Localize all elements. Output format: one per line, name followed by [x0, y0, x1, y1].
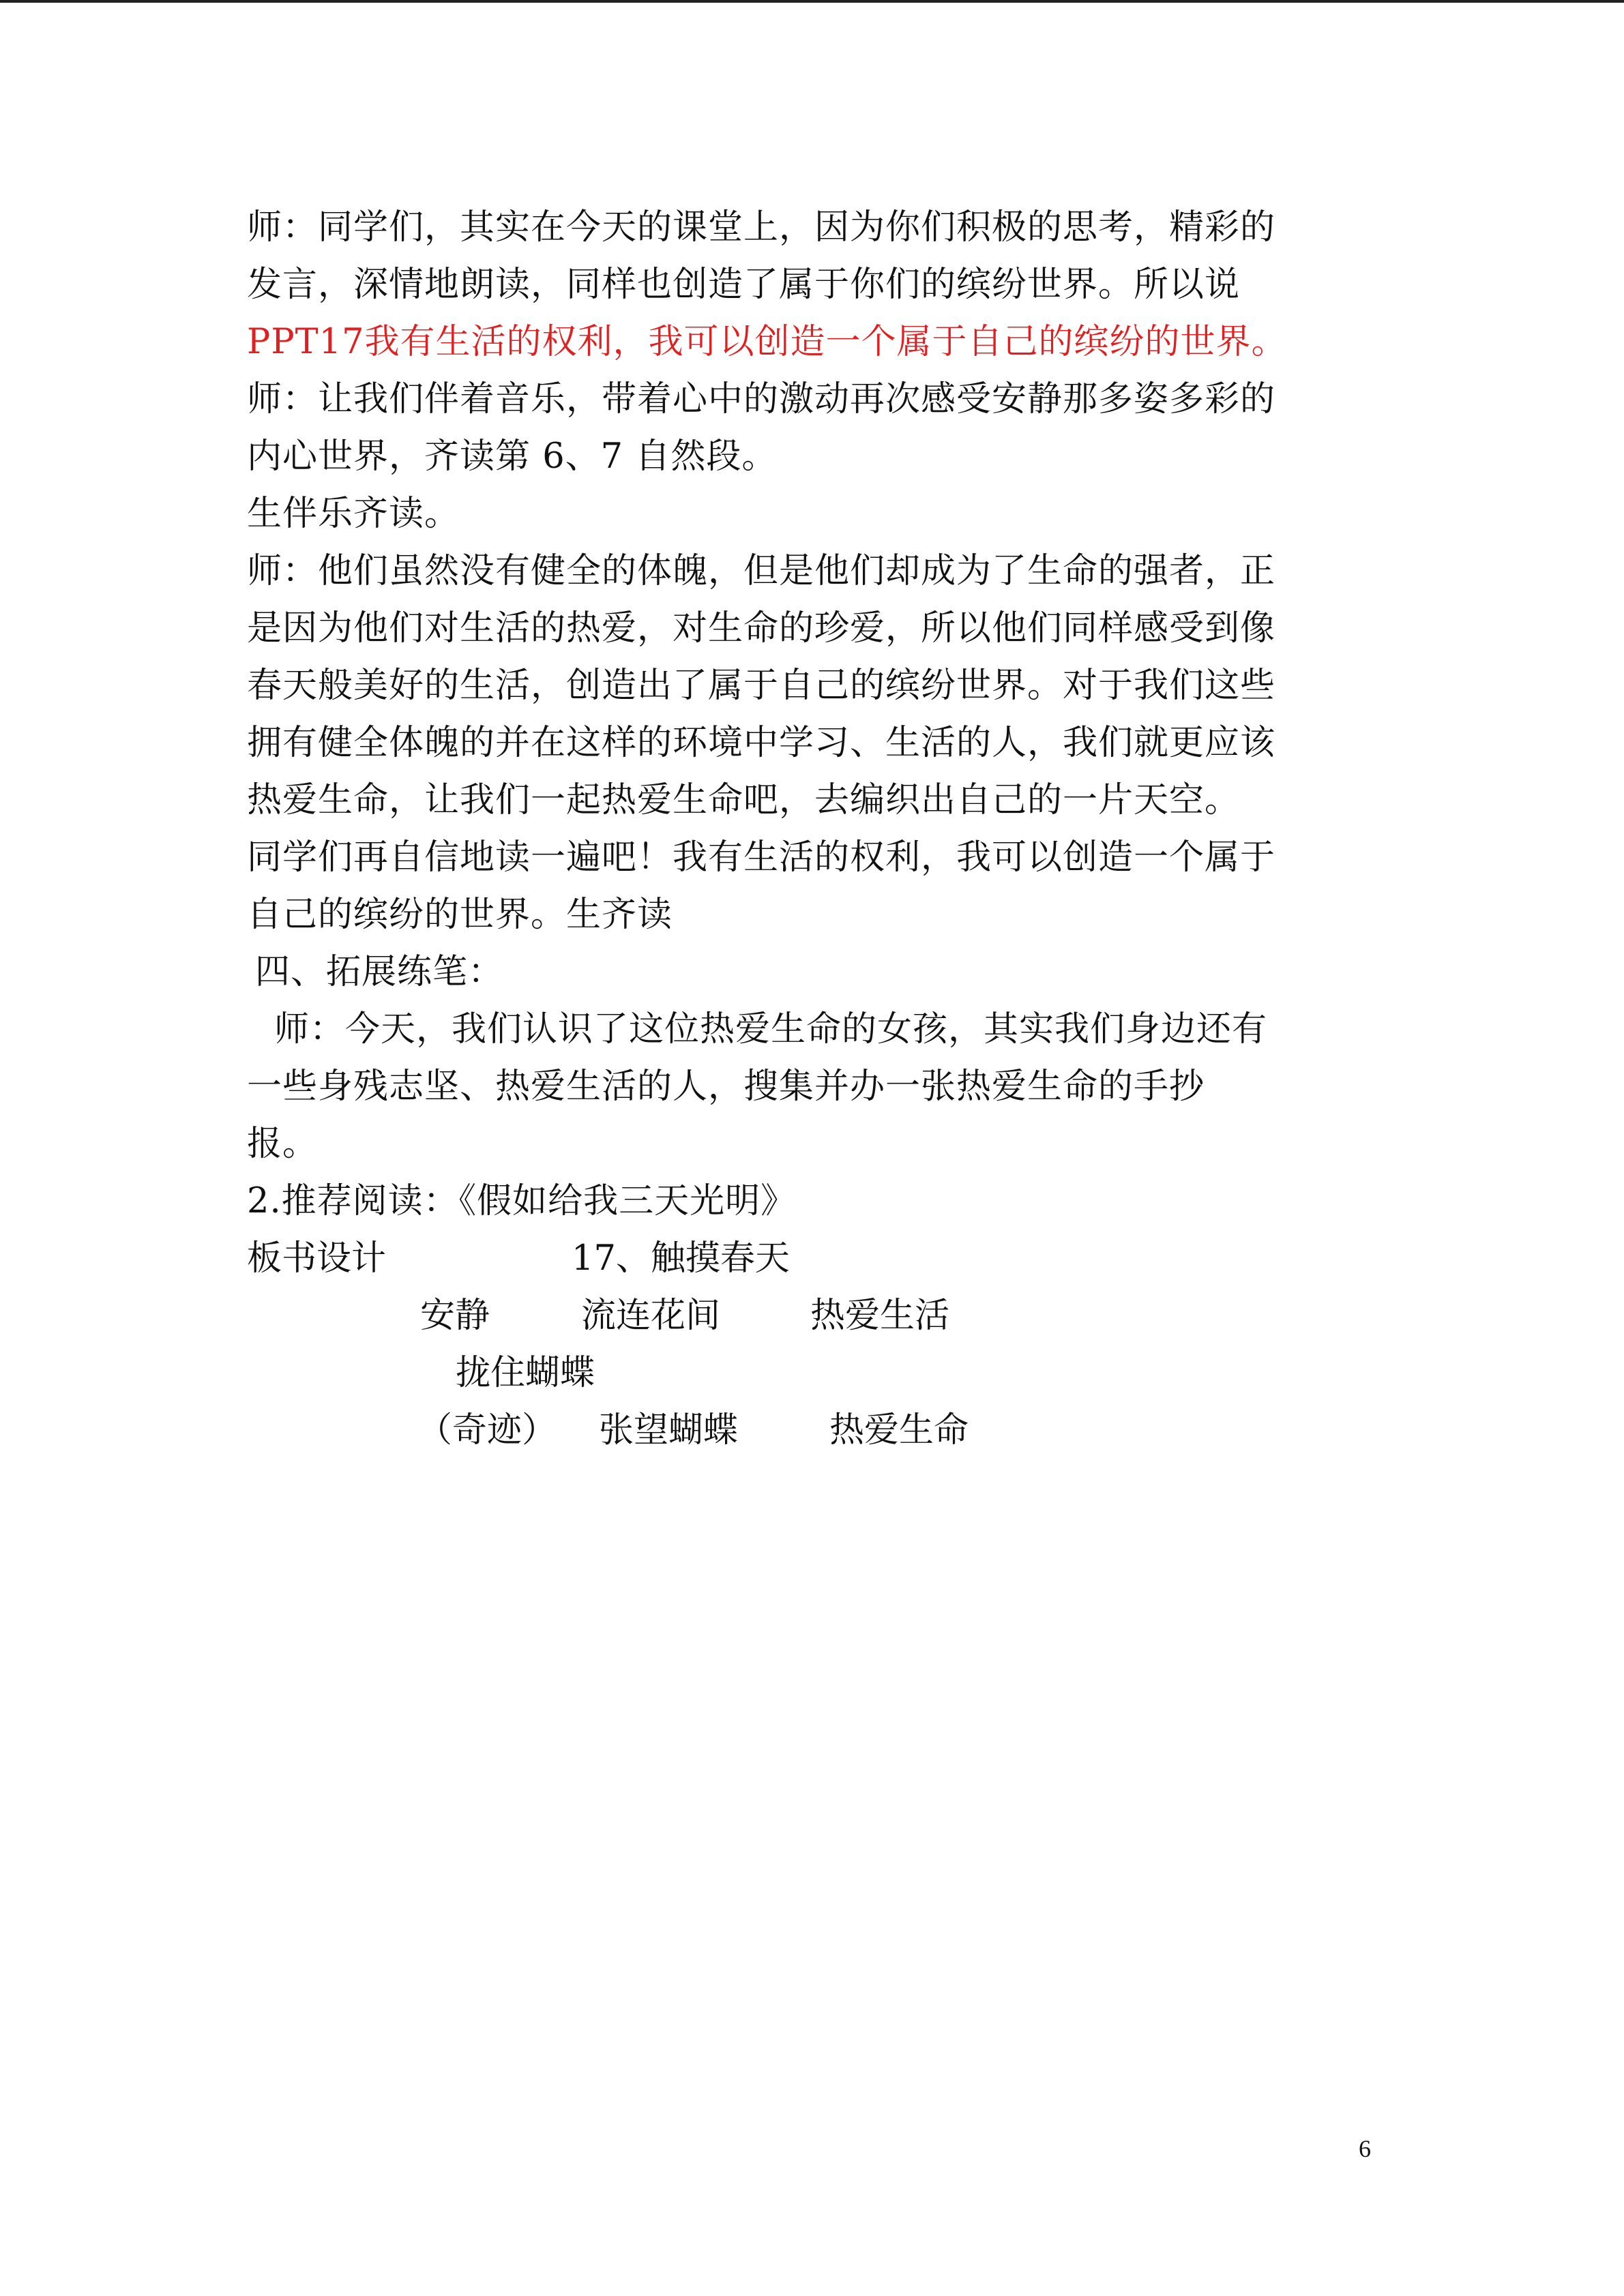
board-design-title: 17、触摸春天	[572, 1238, 790, 1279]
board-item: 张望蝴蝶	[599, 1410, 739, 1450]
paragraph-line: 拥有健全体魄的并在这样的环境中学习、生活的人，我们就更应该	[247, 723, 1276, 763]
paragraph-line: 报。	[247, 1124, 319, 1164]
paragraph-line: 热爱生命，让我们一起热爱生命吧，去编织出自己的一片天空。	[247, 780, 1241, 820]
paragraph-line: 生伴乐齐读。	[247, 494, 460, 534]
board-design-header	[247, 1230, 1406, 1287]
page-number: 6	[1359, 2135, 1371, 2162]
highlighted-ppt-line: PPT17我有生活的权利，我可以创造一个属于自己的缤纷的世界。	[247, 322, 1287, 362]
paragraph-line: 师：他们虽然没有健全的体魄，但是他们却成为了生命的强者，正	[247, 551, 1276, 591]
board-row-3	[247, 1402, 1406, 1459]
board-row-2	[247, 1345, 1406, 1402]
paragraph-line: 自己的缤纷的世界。生齐读	[247, 895, 673, 935]
document-body	[247, 199, 1406, 1459]
paragraph-line: 是因为他们对生活的热爱，对生命的珍爱，所以他们同样感受到像	[247, 608, 1276, 648]
paragraph-line: 师：今天，我们认识了这位热爱生命的女孩，其实我们身边还有	[274, 1009, 1268, 1049]
board-item: （奇迹）	[417, 1410, 557, 1450]
top-border-line	[0, 0, 1624, 3]
board-item: 热爱生活	[810, 1296, 950, 1336]
board-item: 流连花间	[581, 1296, 721, 1336]
paragraph-line: 同学们再自信地读一遍吧！我有生活的权利，我可以创造一个属于	[247, 837, 1276, 878]
section-heading: 四、拓展练笔：	[255, 952, 504, 992]
recommended-reading: 2.推荐阅读：《假如给我三天光明》	[247, 1181, 797, 1221]
board-item: 拢住蝴蝶	[456, 1353, 595, 1393]
board-design-label: 板书设计	[247, 1238, 387, 1279]
paragraph-line: 师：让我们伴着音乐，带着心中的激动再次感受安静那多姿多彩的	[247, 379, 1276, 419]
board-row-1	[247, 1287, 1406, 1345]
board-item: 热爱生命	[829, 1410, 969, 1450]
board-item: 安静	[420, 1296, 490, 1336]
paragraph-line: 内心世界，齐读第 6、7 自然段。	[247, 436, 778, 477]
paragraph-line: 发言，深情地朗读，同样也创造了属于你们的缤纷世界。所以说	[247, 265, 1241, 305]
paragraph-line: 师：同学们，其实在今天的课堂上，因为你们积极的思考，精彩的	[247, 207, 1276, 248]
paragraph-line: 春天般美好的生活，创造出了属于自己的缤纷世界。对于我们这些	[247, 666, 1276, 706]
paragraph-line: 一些身残志坚、热爱生活的人，搜集并办一张热爱生命的手抄	[247, 1067, 1205, 1107]
